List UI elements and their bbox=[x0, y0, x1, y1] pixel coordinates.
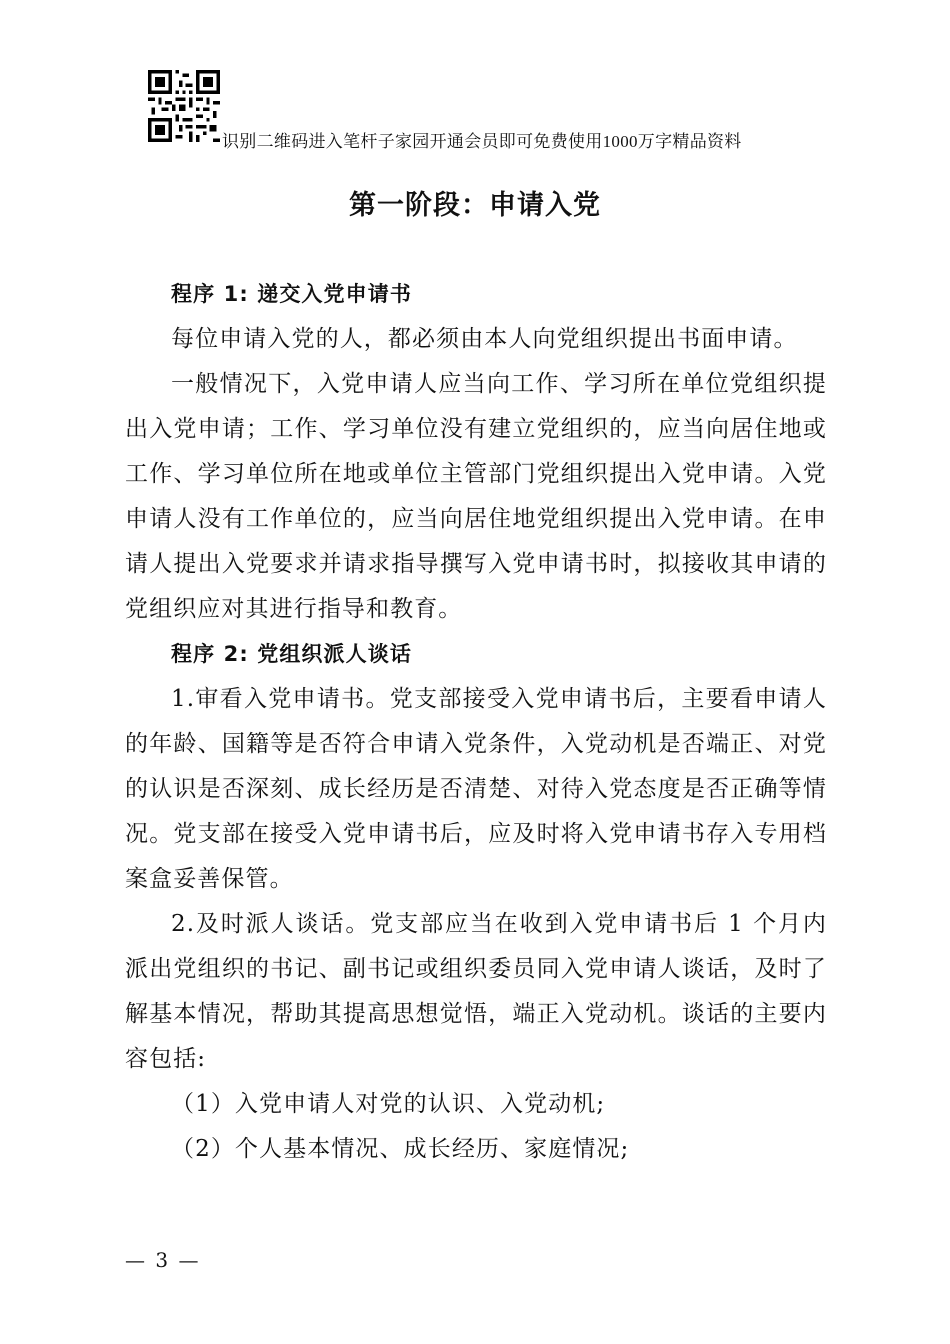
qr-code-icon bbox=[148, 70, 220, 142]
section-heading: 程序 1: 递交入党申请书 bbox=[171, 282, 412, 306]
qr-caption: 识别二维码进入笔杆子家园开通会员即可免费使用1000万字精品资料 bbox=[222, 132, 742, 151]
section-heading: 程序 2: 党组织派人谈话 bbox=[171, 642, 412, 666]
document-body bbox=[125, 272, 827, 1172]
paragraph: 1.审看入党申请书。党支部接受入党申请书后，主要看申请人的年龄、国籍等是否符合申请入党条件，入党动机是否端正、对党的认识是否深刻、成长经历是否清楚、对待入党态度是否正确等情况。党支部在接受入党申请书后，应及时将入党申请书存入专用档案盒妥善保管。 bbox=[125, 686, 827, 892]
paragraph: 每位申请入党的人，都必须由本人向党组织提出书面申请。 bbox=[171, 326, 798, 352]
page-number: — 3 — bbox=[125, 1248, 201, 1272]
paragraph: 一般情况下，入党申请人应当向工作、学习所在单位党组织提出入党申请；工作、学习单位没有建立党组织的，应当向居住地或工作、学习单位所在地或单位主管部门党组织提出入党申请。入党申请人没有工作单位的，应当向居住地党组织提出入党申请。在申请人提出入党要求并请求指导撰写入党申请书时，拟接收其申请的党组织应对其进行指导和教育。 bbox=[125, 371, 827, 622]
paragraph: 2.及时派人谈话。党支部应当在收到入党申请书后 1 个月内派出党组织的书记、副书记或组织委员同入党申请人谈话，及时了解基本情况，帮助其提高思想觉悟，端正入党动机。谈话的主要内容包括: bbox=[125, 911, 827, 1072]
list-item: （2）个人基本情况、成长经历、家庭情况; bbox=[171, 1136, 630, 1162]
list-item: （1）入党申请人对党的认识、入党动机; bbox=[171, 1091, 606, 1117]
page-title: 第一阶段：申请入党 bbox=[349, 190, 601, 221]
